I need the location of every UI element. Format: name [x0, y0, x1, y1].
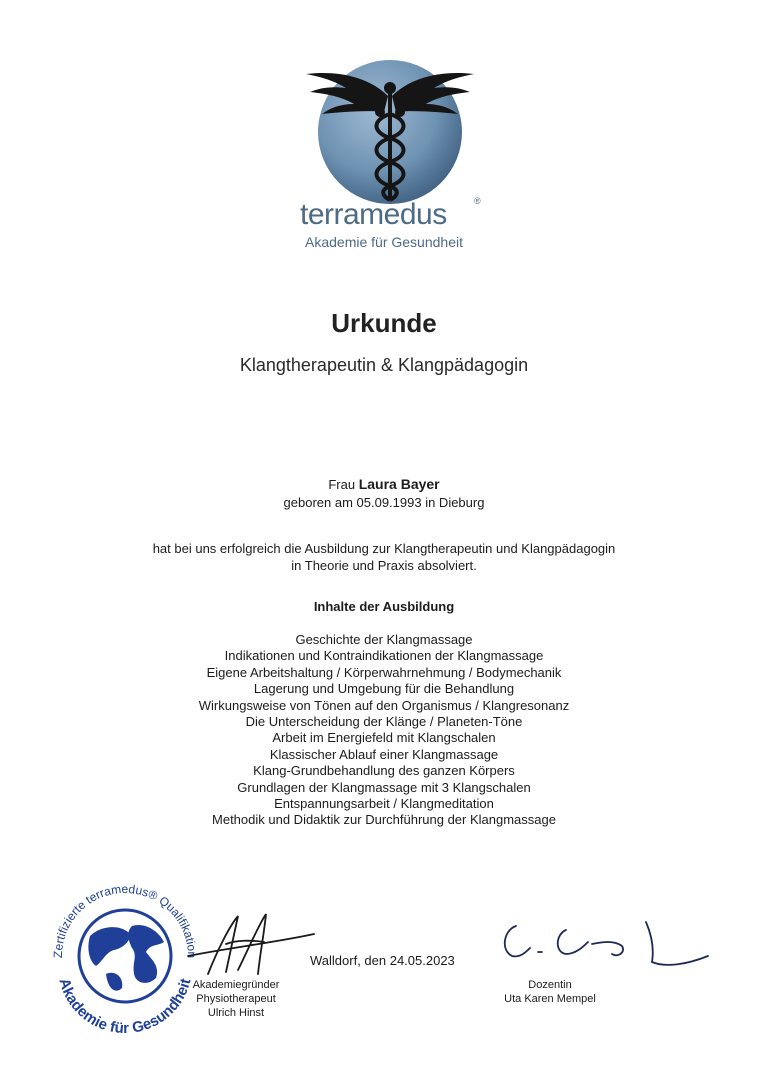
- statement-line-2: in Theorie und Praxis absolviert.: [291, 558, 477, 573]
- registered-mark: ®: [474, 196, 481, 206]
- seal-text-top: Zertifizierte terramedus® Qualifikation: [50, 881, 200, 959]
- left-signer-name: Ulrich Hinst: [207, 1007, 265, 1019]
- list-item: Indikationen und Kontraindikationen der Klangmassage: [224, 648, 544, 664]
- left-signer-role: Akademiegründer: [192, 979, 280, 991]
- signature-left: [168, 904, 318, 984]
- certificate-subtitle: Klangtherapeutin & Klangpädagogin: [239, 355, 529, 375]
- list-item: Grundlagen der Klangmassage mit 3 Klangschalen: [237, 779, 531, 795]
- signature-right: [476, 906, 716, 976]
- list-item: Methodik und Didaktik zur Durchführung der Klangmassage: [212, 812, 556, 828]
- brand-tagline: Akademie für Gesundheit: [305, 234, 463, 250]
- right-signer: [480, 978, 620, 1006]
- list-item: Entspannungsarbeit / Klangmeditation: [274, 796, 494, 812]
- brand-name: terramedus: [300, 198, 447, 231]
- statement-line-1: hat bei uns erfolgreich die Ausbildung zur Klangtherapeutin und Klangpädagogin: [152, 541, 616, 556]
- list-item: Die Unterscheidung der Klänge / Planeten-Töne: [245, 714, 523, 730]
- list-item: Arbeit im Energiefeld mit Klangschalen: [272, 730, 496, 746]
- list-item: Geschichte der Klangmassage: [295, 632, 473, 647]
- certificate-title: Urkunde: [331, 308, 437, 338]
- list-item: Lagerung und Umgebung für die Behandlung: [253, 681, 515, 697]
- recipient-line: [0, 476, 768, 492]
- place-date: Walldorf, den 24.05.2023: [310, 953, 455, 968]
- list-item: Wirkungsweise von Tönen auf den Organismus / Klangresonanz: [198, 697, 570, 713]
- salutation: Frau: [328, 477, 356, 492]
- contents-list: [0, 632, 768, 829]
- right-signer-role: Dozentin: [528, 979, 572, 991]
- globe-icon: [79, 910, 171, 1002]
- list-item: Klassischer Ablauf einer Klangmassage: [269, 746, 499, 762]
- recipient-name: Laura Bayer: [358, 476, 440, 492]
- seal-text-bottom: Akademie für Gesundheit: [55, 976, 195, 1036]
- right-signer-name: Uta Karen Mempel: [504, 993, 596, 1005]
- list-item: Eigene Arbeitshaltung / Körperwahrnehmung / Bodymechanik: [206, 664, 562, 680]
- left-signer: [186, 978, 286, 1020]
- list-item: Klang-Grundbehandlung des ganzen Körpers: [253, 763, 515, 779]
- contents-title: Inhalte der Ausbildung: [313, 599, 455, 614]
- birth-info: geboren am 05.09.1993 in Dieburg: [283, 495, 485, 510]
- left-signer-profession: Physiotherapeut: [196, 993, 276, 1005]
